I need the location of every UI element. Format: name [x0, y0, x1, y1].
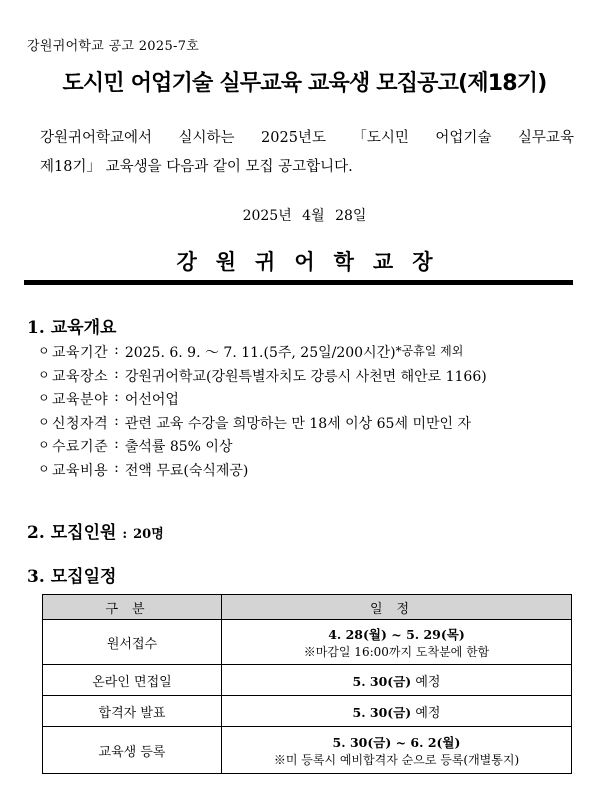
- section-number: 1.: [27, 318, 45, 338]
- table-row: [43, 620, 572, 665]
- section-heading-overview: [27, 313, 116, 338]
- item-value: 전액 무료(숙식제공): [124, 462, 249, 479]
- item-value: 출석률 85% 이상: [124, 439, 233, 456]
- intro-paragraph: [40, 124, 574, 182]
- notice-date: 2025년 4월 28일: [242, 208, 367, 224]
- item-value: 관련 교육 수강을 희망하는 만 18세 이상 65세 미만인 자: [124, 415, 471, 432]
- item-separator: :: [114, 365, 119, 382]
- table-header-row: [43, 595, 572, 620]
- row-category: 원서접수: [43, 620, 222, 665]
- bullet-icon: ㅇ: [38, 367, 50, 382]
- table-row: [43, 696, 572, 727]
- list-item: [38, 460, 598, 484]
- intro-line-1: [40, 124, 574, 153]
- item-label: 교육기간: [52, 345, 109, 361]
- table-row: [43, 727, 572, 774]
- intro-word: 강원귀어학교에서: [40, 130, 153, 146]
- intro-word: 어업기술: [435, 130, 492, 146]
- recruitment-count: 20명: [133, 527, 164, 542]
- item-separator: :: [114, 389, 119, 406]
- list-item: [38, 413, 598, 437]
- bullet-icon: ㅇ: [38, 438, 50, 453]
- item-label: 교육분야: [52, 392, 109, 409]
- item-value: 어선어업: [124, 392, 179, 409]
- row-date: 5. 30(금): [352, 704, 412, 720]
- section-heading-schedule: [27, 562, 116, 587]
- header-schedule: 일정: [222, 595, 572, 620]
- row-schedule: [222, 727, 572, 774]
- intro-word: 실시하는: [178, 130, 235, 146]
- bullet-icon: ㅇ: [38, 461, 50, 476]
- overview-list: [38, 342, 598, 484]
- list-item: [38, 436, 598, 460]
- section-title: 교육개요: [50, 318, 117, 338]
- page-title: 도시민 어업기술 실무교육 교육생 모집공고(제18기): [62, 71, 547, 96]
- row-category: 교육생 등록: [43, 727, 222, 774]
- section-title: 모집인원: [50, 523, 117, 543]
- row-category: 온라인 면접일: [43, 665, 222, 696]
- header-divider: [24, 280, 573, 285]
- notice-number: 강원귀어학교 공고 2025-7호: [27, 39, 200, 54]
- row-schedule: [222, 665, 572, 696]
- section-separator: :: [122, 527, 128, 542]
- item-separator: :: [114, 412, 119, 429]
- table-row: [43, 665, 572, 696]
- intro-line-2: 제18기」 교육생을 다음과 같이 모집 공고합니다.: [40, 159, 353, 175]
- section-title: 모집일정: [50, 567, 117, 587]
- row-date: 5. 30(금): [352, 673, 412, 689]
- issuer-name: 강원귀어학교장: [176, 249, 452, 274]
- row-date: 4. 28(월) ~ 5. 29(목): [328, 626, 465, 642]
- row-note: 예정: [411, 674, 441, 690]
- item-label: 교육장소: [52, 368, 109, 385]
- section-number: 3.: [27, 567, 45, 587]
- item-note: *공휴일 제외: [395, 344, 464, 358]
- item-label: 교육비용: [52, 462, 109, 479]
- row-date: 5. 30(금) ~ 6. 2(월): [332, 734, 461, 750]
- item-separator: :: [114, 342, 119, 358]
- intro-word: 2025년도: [261, 130, 326, 146]
- list-item: [38, 342, 598, 366]
- item-label: 신청자격: [52, 415, 109, 432]
- row-note: ※미 등록시 예비합격자 순으로 등록(개별통지): [273, 752, 520, 767]
- bullet-icon: ㅇ: [38, 414, 50, 429]
- intro-word: 실무교육: [517, 130, 574, 146]
- item-label: 수료기준: [52, 439, 109, 456]
- row-note: ※마감일 16:00까지 도착분에 한함: [303, 644, 490, 659]
- item-value: 2025. 6. 9. ～ 7. 11.(5주, 25일/200시간): [124, 345, 396, 361]
- row-note: 예정: [411, 705, 441, 721]
- header-category: 구분: [43, 595, 222, 620]
- section-heading-recruitment-count: [27, 518, 164, 543]
- list-item: [38, 366, 598, 390]
- row-schedule: [222, 620, 572, 665]
- schedule-table: [42, 594, 572, 774]
- item-value: 강원귀어학교(강원특별자치도 강릉시 사천면 해안로 1166): [124, 368, 487, 385]
- bullet-icon: ㅇ: [38, 391, 50, 406]
- item-separator: :: [114, 459, 119, 476]
- intro-word: 「도시민: [352, 130, 409, 146]
- bullet-icon: ㅇ: [38, 344, 50, 358]
- list-item: [38, 389, 598, 413]
- section-number: 2.: [27, 523, 45, 543]
- row-schedule: [222, 696, 572, 727]
- row-category: 합격자 발표: [43, 696, 222, 727]
- item-separator: :: [114, 436, 119, 453]
